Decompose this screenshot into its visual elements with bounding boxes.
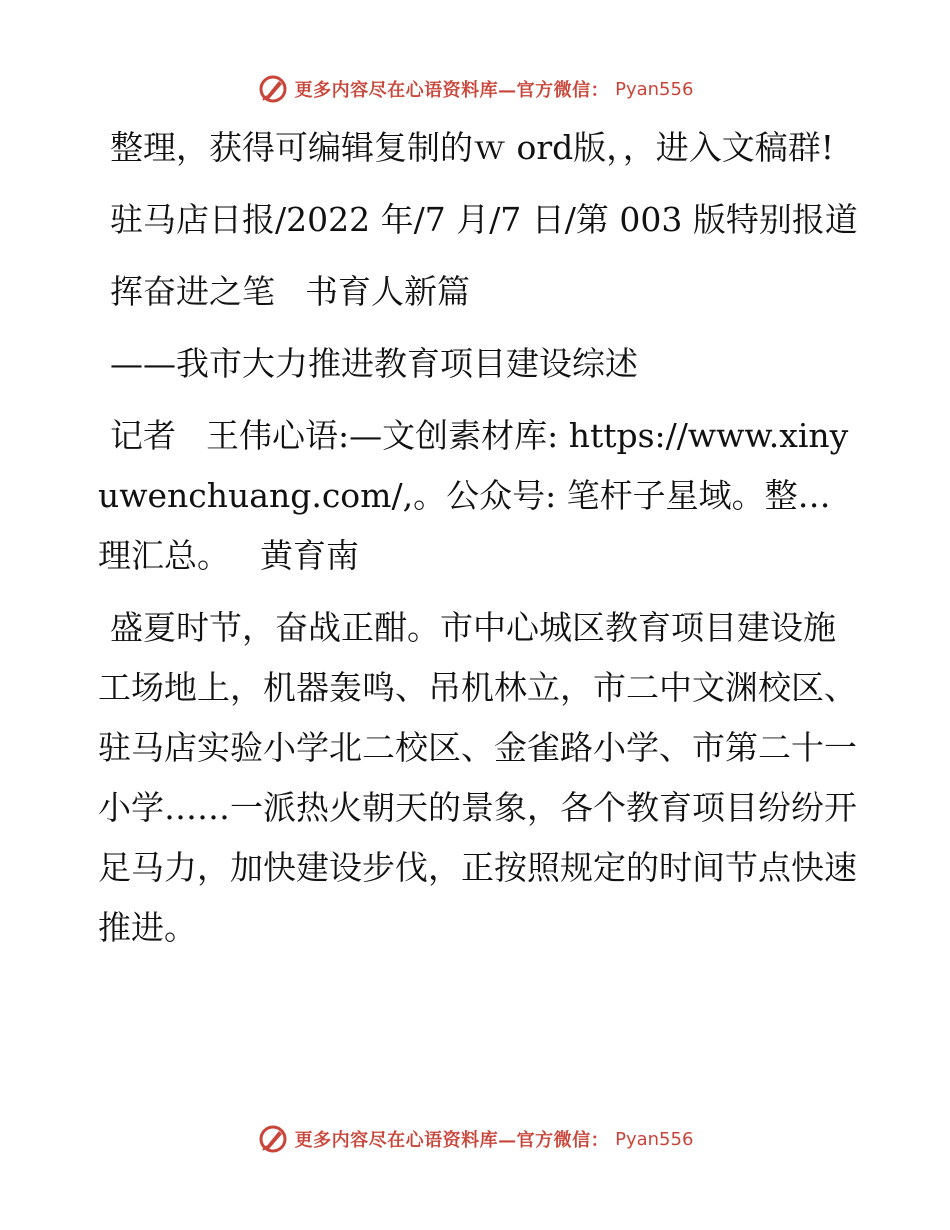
document-body [98, 118, 858, 970]
title-part-b: 书育人新篇 [305, 272, 470, 311]
article-title [98, 262, 858, 322]
reporter-line [98, 406, 858, 586]
quill-circle-icon [257, 1123, 289, 1155]
reporter-prefix: 记者 [110, 416, 176, 455]
article-subtitle: ——我市大力推进教育项目建设综述 [110, 344, 638, 383]
banner-wechat-id: Pyan556 [615, 78, 694, 100]
quill-circle-icon [257, 73, 289, 105]
footer-banner [0, 1122, 950, 1156]
source-line: 驻马店日报/2022 年/7 月/7 日/第 003 版特别报道 [110, 200, 858, 239]
header-banner [0, 72, 950, 106]
body-paragraph: 盛夏时节，奋战正酣。市中心城区教育项目建设施工场地上，机器轰鸣、吊机林立，市二中文渊校区、驻马店实验小学北二校区、金雀路小学、市第二十一小学……一派热火朝天的景象，各个教育项目纷纷开足马力，加快建设步伐，正按照规定的时间节点快速推进。 [98, 608, 857, 947]
banner-wechat-id: Pyan556 [615, 1128, 694, 1150]
banner-text: 更多内容尽在心语资料库—官方微信： [294, 80, 610, 101]
reporter-name-2: 黄育南 [260, 536, 359, 575]
intro-paragraph: 整理，获得可编辑复制的ｗ ord版，，进入文稿群! [110, 128, 835, 167]
title-part-a: 挥奋进之笔 [110, 272, 275, 311]
reporter-detail: 王伟心语:—文创素材库: https://www.xinyuwenchuang.com/,。公众号: 笔杆子星域。整…理汇总。 [98, 416, 849, 575]
banner-text: 更多内容尽在心语资料库—官方微信： [294, 1130, 610, 1151]
